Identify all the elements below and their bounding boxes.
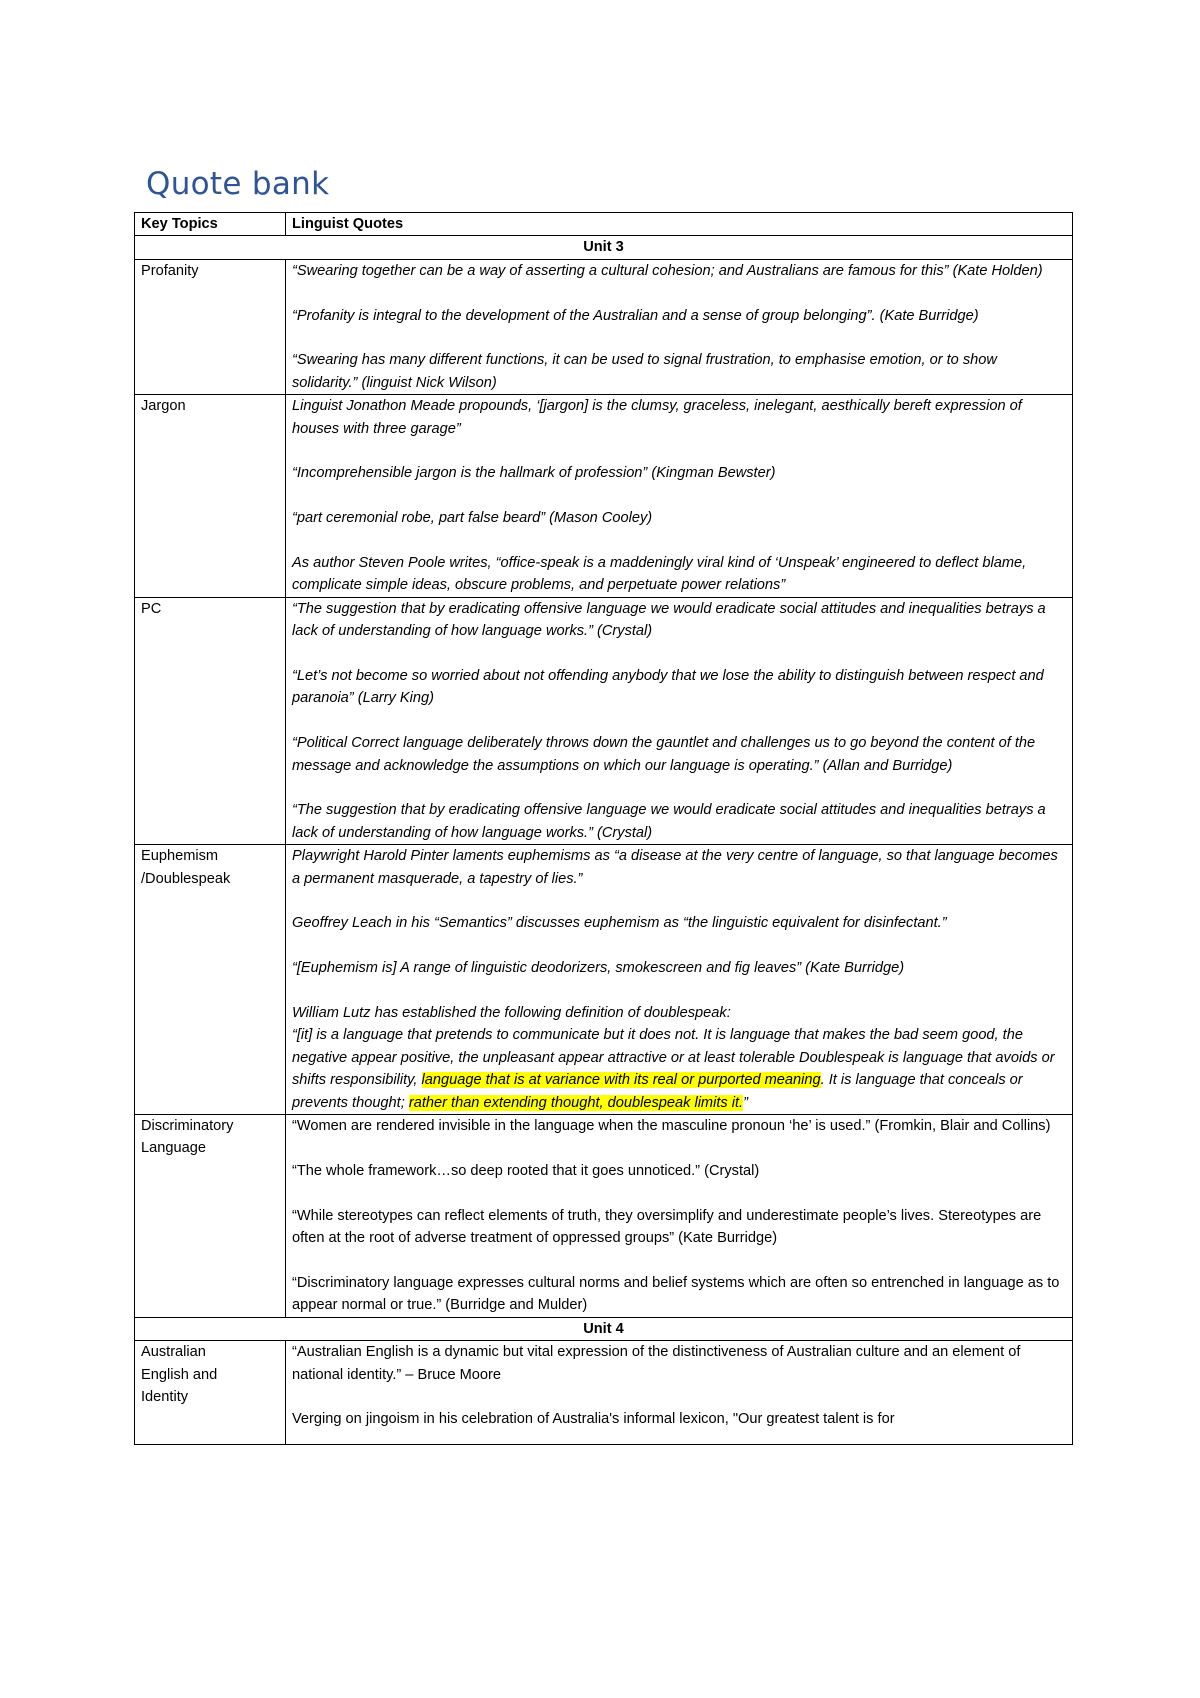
quote: “Political Correct language deliberately throws down the gauntlet and challenges us to go beyond the content of the message and acknowledge the assumptions on which our language is operating.” (Allan and Burridge) bbox=[292, 735, 1036, 774]
quote: “Swearing together can be a way of asserting a cultural cohesion; and Australians are famous for this” (Kate Holden) bbox=[292, 262, 1043, 279]
quote: “Discriminatory language expresses cultural norms and belief systems which are often so entrenched in language as to appear normal or true.” (Burridge and Mulder) bbox=[292, 1274, 1060, 1314]
table-row bbox=[135, 259, 1073, 394]
topic-profanity: Profanity bbox=[135, 259, 286, 394]
unit-row bbox=[135, 236, 1073, 259]
quote: “The suggestion that by eradicating offensive language we would eradicate social attitudes and inequalities betrays a lack of understanding of how language works.” (Crystal) bbox=[292, 802, 1046, 841]
quote-intro: William Lutz has established the following definition of doublespeak: bbox=[292, 1005, 731, 1022]
quote-bank-table bbox=[134, 212, 1073, 1445]
quote: As author Steven Poole writes, “office-speak is a maddeningly viral kind of ‘Unspeak’ engineered to deflect blame, complicate simple ideas, obscure problems, and perpetuate power relations” bbox=[292, 555, 1027, 594]
quotes-cell bbox=[286, 259, 1073, 394]
unit-4-label: Unit 4 bbox=[135, 1317, 1073, 1340]
table-header-row bbox=[135, 213, 1073, 236]
quote-text: ” bbox=[743, 1094, 748, 1111]
topic-line: /Doublespeak bbox=[141, 870, 231, 887]
topic-jargon: Jargon bbox=[135, 395, 286, 598]
quotes-cut-wrapper bbox=[292, 1341, 1066, 1444]
quotes-cell bbox=[286, 1115, 1073, 1318]
header-key-topics: Key Topics bbox=[135, 213, 286, 236]
table-row bbox=[135, 1341, 1073, 1445]
quote: “The suggestion that by eradicating offensive language we would eradicate social attitudes and inequalities betrays a lack of understanding of how language works.” (Crystal) bbox=[292, 600, 1046, 640]
topic-pc: PC bbox=[135, 597, 286, 844]
table-row bbox=[135, 597, 1073, 844]
quote: Linguist Jonathon Meade propounds, ‘[jargon] is the clumsy, graceless, inelegant, aesthically bereft expression of houses with three garage” bbox=[292, 398, 1022, 437]
highlighted-text: rather than extending thought, doublespeak limits it. bbox=[408, 1094, 744, 1111]
topic-line: Australian bbox=[141, 1344, 206, 1361]
table-row bbox=[135, 845, 1073, 1115]
quote: “Australian English is a dynamic but vital expression of the distinctiveness of Australian culture and an element of national identity.” – Bruce Moore bbox=[292, 1344, 1021, 1383]
quote: “part ceremonial robe, part false beard” (Mason Cooley) bbox=[292, 510, 653, 527]
table-row bbox=[135, 395, 1073, 598]
quote-lutz bbox=[292, 1002, 1066, 1114]
header-linguist-quotes: Linguist Quotes bbox=[286, 213, 1073, 236]
quotes-cell bbox=[286, 845, 1073, 1115]
quote-text: “[it] is a language that pretends to communicate but it does not. It is language that makes the bad seem good, the negative appear positive, the unpleasant appear attractive or at least tolerable Doublespeak is language that avoids or shifts responsibility, bbox=[292, 1027, 1055, 1089]
quote-text: . It is language that conceals or prevents thought; bbox=[292, 1072, 1023, 1111]
quote: “Incomprehensible jargon is the hallmark of profession” (Kingman Bewster) bbox=[292, 465, 776, 482]
quote: “Profanity is integral to the development of the Australian and a sense of group belonging”. (Kate Burridge) bbox=[292, 307, 979, 324]
topic-line: English and bbox=[141, 1366, 218, 1383]
topic-australian-english bbox=[135, 1341, 286, 1445]
quote: “The whole framework…so deep rooted that it goes unnoticed.” (Crystal) bbox=[292, 1162, 760, 1179]
unit-row bbox=[135, 1317, 1073, 1340]
quote: “Let’s not become so worried about not offending anybody that we lose the ability to distinguish between respect and paranoia” (Larry King) bbox=[292, 668, 1044, 707]
page-title: Quote bank bbox=[146, 166, 330, 202]
quotes-cell bbox=[286, 597, 1073, 844]
table-row bbox=[135, 1115, 1073, 1318]
quote: “Swearing has many different functions, it can be used to signal frustration, to emphasise emotion, or to show solidarity.” (linguist Nick Wilson) bbox=[292, 352, 997, 391]
quote: “While stereotypes can reflect elements of truth, they oversimplify and underestimate people’s lives. Stereotypes are often at the root of adverse treatment of oppressed groups” (Kate Burridge) bbox=[292, 1207, 1042, 1247]
quotes-cell bbox=[286, 1341, 1073, 1445]
quote: Geoffrey Leach in his “Semantics” discusses euphemism as “the linguistic equivalent for disinfectant.” bbox=[292, 915, 947, 932]
topic-line: Identity bbox=[141, 1388, 189, 1405]
quote: Playwright Harold Pinter laments euphemisms as “a disease at the very centre of language, so that language becomes a permanent masquerade, a tapestry of lies.” bbox=[292, 848, 1058, 887]
highlighted-text: language that is at variance with its real or purported meaning bbox=[421, 1072, 821, 1089]
topic-euphemism bbox=[135, 845, 286, 1115]
quote: “[Euphemism is] A range of linguistic deodorizers, smokescreen and fig leaves” (Kate Burridge) bbox=[292, 960, 905, 977]
quote: “Women are rendered invisible in the language when the masculine pronoun ‘he’ is used.” (Fromkin, Blair and Collins) bbox=[292, 1118, 1051, 1135]
topic-line: Discriminatory bbox=[141, 1118, 234, 1135]
quote: Verging on jingoism in his celebration of Australia's informal lexicon, "Our greatest talent is for bbox=[292, 1411, 895, 1428]
topic-line: Euphemism bbox=[141, 848, 219, 865]
unit-3-label: Unit 3 bbox=[135, 236, 1073, 259]
quotes-cell bbox=[286, 395, 1073, 598]
topic-line: Language bbox=[141, 1140, 206, 1157]
topic-discriminatory bbox=[135, 1115, 286, 1318]
